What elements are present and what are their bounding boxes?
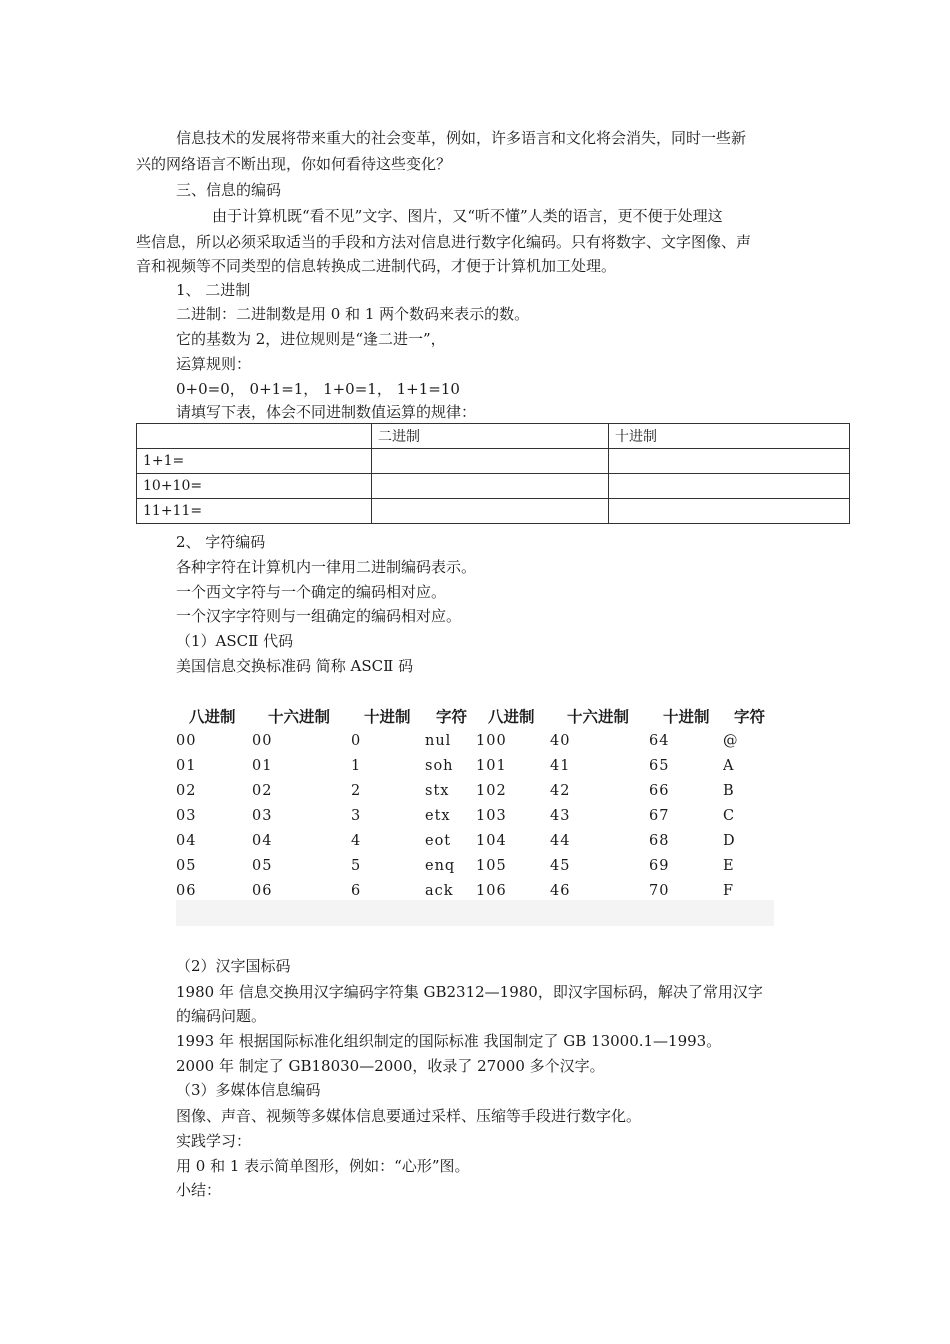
ascii-cell: 106 (476, 883, 507, 899)
binary-title: 1、 二进制 (176, 281, 251, 299)
table-header-row (137, 424, 850, 449)
practice-label: 实践学习： (176, 1132, 252, 1150)
ascii-cell: 69 (649, 858, 670, 874)
summary-label: 小结： (176, 1181, 222, 1199)
ascii-cell: 101 (476, 758, 507, 774)
ascii-header-char-2: 字符 (734, 708, 766, 726)
encoding-paragraph-line-3: 音和视频等不同类型的信息转换成二进制代码，才便于计算机加工处理。 (136, 257, 617, 275)
ascii-header-char: 字符 (436, 708, 468, 726)
table-cell: 11+11= (137, 499, 372, 524)
ascii-cell: 66 (649, 783, 670, 799)
ascii-cell: 46 (550, 883, 571, 899)
ascii-cell: 68 (649, 833, 670, 849)
ascii-cell: 40 (550, 733, 571, 749)
ascii-cell: 105 (476, 858, 507, 874)
ascii-cell: @ (723, 733, 739, 749)
table-header-cell (137, 424, 372, 449)
ascii-cell: 00 (252, 733, 273, 749)
ascii-cell: 104 (476, 833, 507, 849)
ascii-cell: eot (425, 833, 452, 849)
ascii-cell: 70 (649, 883, 670, 899)
ascii-cell: 43 (550, 808, 571, 824)
ascii-cell: A (723, 758, 735, 774)
table-cell[interactable] (372, 449, 609, 474)
ascii-cell: D (723, 833, 736, 849)
char-encoding-line-1: 各种字符在计算机内一律用二进制编码表示。 (176, 558, 477, 576)
table-cell[interactable] (372, 499, 609, 524)
ascii-cell: 06 (252, 883, 273, 899)
ascii-cell: 4 (351, 833, 362, 849)
gb-line-3: 1993 年 根据国际标准化组织制定的国际标准 我国制定了 GB 13000.1—1993。 (176, 1032, 722, 1050)
ascii-cell: 04 (252, 833, 273, 849)
ascii-cell: 67 (649, 808, 670, 824)
ascii-cell: 01 (176, 758, 197, 774)
table-row (137, 474, 850, 499)
ascii-cell: stx (425, 783, 450, 799)
ascii-cell: 02 (176, 783, 197, 799)
ascii-title: （1）ASCⅡ 代码 (176, 632, 294, 650)
ascii-cell: 41 (550, 758, 571, 774)
encoding-paragraph-line-1: 由于计算机既“看不见”文字、图片，又“听不懂”人类的语言，更不便于处理这 (212, 207, 723, 225)
ascii-cell: 2 (351, 783, 362, 799)
ascii-cell: 01 (252, 758, 273, 774)
ascii-header-octal-2: 八进制 (488, 708, 535, 726)
ascii-cell: 44 (550, 833, 571, 849)
ascii-cell: 1 (351, 758, 362, 774)
table-prompt: 请填写下表，体会不同进制数值运算的规律： (176, 403, 477, 421)
table-cell: 10+10= (137, 474, 372, 499)
ascii-cell: 03 (252, 808, 273, 824)
char-encoding-title: 2、 字符编码 (176, 533, 266, 551)
binary-fill-table (136, 423, 850, 524)
ascii-cell: soh (425, 758, 454, 774)
ascii-cell: 103 (476, 808, 507, 824)
table-cell[interactable] (609, 449, 850, 474)
gb-line-2: 的编码问题。 (176, 1007, 267, 1025)
ascii-cell: C (723, 808, 736, 824)
ascii-cell: 65 (649, 758, 670, 774)
section-3-title: 三、信息的编码 (176, 181, 282, 199)
question-line-1: 信息技术的发展将带来重大的社会变革，例如，许多语言和文化将会消失，同时一些新 (176, 129, 747, 147)
ascii-header-decimal-2: 十进制 (663, 708, 710, 726)
gb-line-4: 2000 年 制定了 GB18030—2000，收录了 27000 多个汉字。 (176, 1057, 605, 1075)
ascii-cell: 102 (476, 783, 507, 799)
table-cell[interactable] (372, 474, 609, 499)
table-cell[interactable] (609, 499, 850, 524)
table-shade-bar (176, 900, 774, 926)
ascii-header-hex-2: 十六进制 (567, 708, 630, 726)
ascii-cell: E (723, 858, 735, 874)
ascii-cell: ack (425, 883, 454, 899)
ascii-cell: 06 (176, 883, 197, 899)
char-encoding-line-3: 一个汉字字符则与一组确定的编码相对应。 (176, 607, 462, 625)
gb-line-1: 1980 年 信息交换用汉字编码字符集 GB2312—1980，即汉字国标码，解决了常用汉字 (176, 983, 763, 1001)
rules-text: 0+0=0， 0+1=1， 1+0=1， 1+1=10 (176, 380, 460, 398)
ascii-cell: 5 (351, 858, 362, 874)
ascii-cell: F (723, 883, 735, 899)
table-row (137, 499, 850, 524)
practice-line: 用 0 和 1 表示简单图形，例如：“心形”图。 (176, 1157, 470, 1175)
table-cell: 1+1= (137, 449, 372, 474)
table-header-cell: 十进制 (609, 424, 850, 449)
gb-title: （2）汉字国标码 (176, 957, 291, 975)
ascii-cell: nul (425, 733, 452, 749)
ascii-cell: 0 (351, 733, 362, 749)
ascii-subtitle: 美国信息交换标准码 简称 ASCⅡ 码 (176, 657, 414, 675)
multimedia-title: （3）多媒体信息编码 (176, 1081, 321, 1099)
binary-base: 它的基数为 2，进位规则是“逢二进一”， (176, 330, 446, 348)
ascii-cell: 42 (550, 783, 571, 799)
ascii-cell: B (723, 783, 735, 799)
ascii-cell: 05 (252, 858, 273, 874)
multimedia-line-1: 图像、声音、视频等多媒体信息要通过采样、压缩等手段进行数字化。 (176, 1107, 642, 1125)
ascii-cell: 45 (550, 858, 571, 874)
encoding-paragraph-line-2: 些信息，所以必须采取适当的手段和方法对信息进行数字化编码。只有将数字、文字图像、声 (136, 233, 752, 251)
ascii-cell: 00 (176, 733, 197, 749)
ascii-cell: 64 (649, 733, 670, 749)
question-line-2: 兴的网络语言不断出现，你如何看待这些变化？ (136, 155, 452, 173)
ascii-header-hex: 十六进制 (268, 708, 331, 726)
ascii-cell: 100 (476, 733, 507, 749)
ascii-cell: 05 (176, 858, 197, 874)
ascii-cell: 6 (351, 883, 362, 899)
ascii-cell: 3 (351, 808, 362, 824)
table-row (137, 449, 850, 474)
char-encoding-line-2: 一个西文字符与一个确定的编码相对应。 (176, 583, 447, 601)
ascii-header-octal: 八进制 (189, 708, 236, 726)
ascii-cell: etx (425, 808, 451, 824)
ascii-header-decimal: 十进制 (364, 708, 411, 726)
ascii-cell: enq (425, 858, 456, 874)
ascii-cell: 04 (176, 833, 197, 849)
ascii-cell: 03 (176, 808, 197, 824)
table-header-cell: 二进制 (372, 424, 609, 449)
rules-label: 运算规则： (176, 355, 252, 373)
table-cell[interactable] (609, 474, 850, 499)
ascii-cell: 02 (252, 783, 273, 799)
binary-definition: 二进制：二进制数是用 0 和 1 两个数码来表示的数。 (176, 305, 530, 323)
